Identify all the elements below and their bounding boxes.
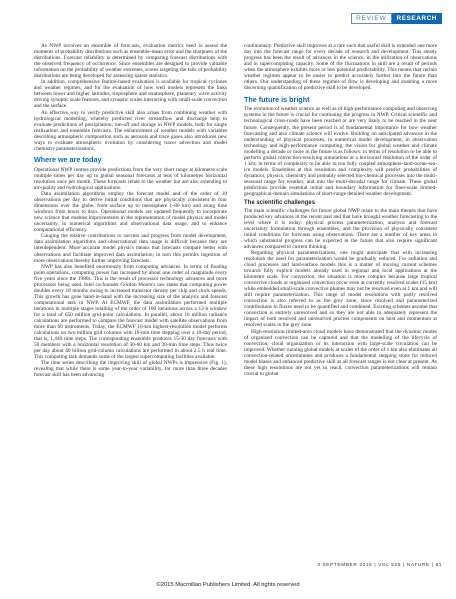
paragraph: High-resolution limited-area cloud models have demonstrated that the dynamic modes of organized convection can be captured and that the modelling of the lifecycle of convection, cloud organization or its interaction with large-scale circulation can be improved. Whether running global models at scales of the order of 1 km also eliminates all convection-related uncertainties and produces a fundamental stepping stone for reduced model biases and enhanced predictive skill at all forecast ranges is not clear at present. As these high resolutions are not yet in reach, convection parameterizations will remain crucial to global xyxy=(244,328,437,377)
paragraph: The main scientific challenges for future global NWP relate to the main themes that have produced key advances in the recent past and that have brought weather forecasting to the level where it is today: physical process parameterization, analysis and forecast uncertainty formulation through ensembles, and the provision of physically consistent initial conditions for forecasts using observations. There are a number of key areas in which substantial progress can be expected in the future that also require significant advances compared to current thinking. xyxy=(244,207,437,250)
paragraph: Operational NWP centres provide predictions from the very short range at kilometre scale multiple times per day up to global seasonal forecasts at tens of kilometres horizontal resolution once per month. These forecasts relate to the weather but are also extending to air-quality and hydrological applications. xyxy=(34,166,227,191)
review-label: REVIEW xyxy=(351,13,391,24)
paragraph: continuously. Predictive skill improves at a rate such that useful skill is extended one more day into the forecast range for every decade of research and development. This steady progress has been the result of advances in the science, in the utilization of observations and in supercomputing capacity. Some of the fluctuations in skill are a result of periods when the atmosphere exhibits more or less potential predictability. This means that certain weather regimes appear to be easier to predict accurately further into the future than others. Our understanding of these regimes of flow is developing and enabling a more discerning quantification of predictive skill to be developed. xyxy=(244,43,437,92)
copyright-notice: ©2015 Macmillan Publishers Limited. All rights reserved xyxy=(156,582,300,588)
left-column xyxy=(34,43,227,378)
page-footer: 3 SEPTEMBER 2015 | VOL 525 | NATURE | 51 xyxy=(317,563,442,568)
right-column xyxy=(244,43,437,377)
section-header xyxy=(351,13,442,24)
paragraph: NWP has also benefited enormously from computing advances. In terms of floating point operations, computing power has increased by about one order of magnitude every five years since the 1980s. This is the result of processor technology advances and more processors being used. Intel co-founder Gordon Moore's law states that computing power doubles every 18 months owing to increased transistor density per chip and clock speeds. This growth has gone hand-in-hand with the increasing size of the analysis and forecast computational task in NWP. At ECMWF, the data assimilation performed multiple iterations in multiple stages totalling of the order of 100 iterations across a 12-h window for a total of 650 million grid-point calculations. In parallel, about 10 million radiance calculations are performed to compare the forecast model with satellite observations from more than 60 instruments. Today, the ECMWF 16-km highest-resolution model performs calculations on two million grid columns with 10-min time stepping over a 10-day period, that is, 1,440 time steps. The corresponding ensemble produces 15-30 day forecasts with 50 members with a horizontal resolution of 30-60 km and 30-min time steps. Thus twice per day about 40 billion grid-column calculations are performed in about 2.5 h real time. This computing task demands some of the largest supercomputing facilities available. xyxy=(34,263,227,361)
paragraph: In addition, comprehensive feature-based evaluation is available for tropical cyclones and weather regimes, and for the evaluation of how well models represent the links between lower and higher latitudes, troposphere and stratosphere, planetary wave activity driving synoptic scale features, and synoptic scales interacting with small-scale convection and the surface. xyxy=(34,79,227,110)
paragraph: The evolution of weather science as well as of high-performance computing and observing systems in the future is crucial for continuing the progress in NWP. Critical scientific and technological cross-roads have been reached or are very likely to be reached in the near future. Consequently, the present period is of fundamental importance for how weather forecasting and also climate science will evolve. Building on anticipated advances in the understanding of physical processes, in numerical model development, in observation technology and high-performance computing, the vision for global weather and climate modelling a decade or more in the future is as follows: in terms of resolution to be able to perform global convection-resolving simulations at a horizontal resolution of the order of 1 km; in terms of complexity to be able to run fully coupled atmosphere-land-ocean-sea-ice models. Ensembles at this resolution and complexity will predict probabilities of dynamics, physics, chemistry and probably selected bio-chemical processes into the multi-seasonal range for weather, and into the multi-decadal range for climate. These global predictions provide essential initial and boundary information for finer-scale limited-geographical-domain simulations of short-range detailed weather development. xyxy=(244,106,437,198)
heading-the-future-is-bright: The future is bright xyxy=(244,94,310,104)
paragraph: As NWP involves an ensemble of forecasts, evaluation metrics need to assess the moments of probability distributions such as ensemble-mean error and the sharpness of the distributions. Forecast reliability is determined by comparing forecast distributions with the observed frequency of occurrence. Since ensembles are designed to provide valuable information on the probability of weather extremes, scores targeting the tails of probability distributions are being developed for assessing sparse statistics. xyxy=(34,43,227,80)
paragraph: An effective way to verify predictive skill also arises from combining weather with hydrological modelling, whereby predicted river streamflow and discharge help to evaluate predictions of precipitation, run-off and storage in NWP models, both for single realizations and ensemble forecasts. The enhancement of weather models with variables describing atmospheric composition such as aerosols and trace gases also introduces new ways to evaluate atmospheric evolution by considering tracer advection and model chemistry parameterizations. xyxy=(34,109,227,152)
heading-scientific-challenges: The scientific challenges xyxy=(244,200,316,207)
paragraph: Data assimilation algorithms employ the forecast model and of the order of 10 observations per day to derive initial conditions that are physically consistent in four dimensions over the globe, from surface up to mesosphere (~80 km) and along time windows from hours to days. Operational models are updated frequently to incorporate new science that enables improvements in the representation of model physics and model uncertainty, in numerical algorithms and observational data usage, and to enhance computational efficiency. xyxy=(34,191,227,234)
paragraph: The time series describing the improving skill of global NWPs is impressive (Fig. 1), revealing that while there is some year-to-year variability, for more than three decades forecast skill has been advancing xyxy=(34,360,227,379)
paragraph: Gauging the relative contributions to success and progress from model development, data assimilation algorithms and observational data usage is difficult because they are interdependent. More accurate model physics means that forecasts compare better with observations and facilitate improved data assimilation; in turn this permits ingestion of more observations thereby further improving forecasts. xyxy=(34,233,227,264)
paragraph: Regarding physical parameterizations, one might anticipate that with increasing resolution the need for parameterization would be gradually reduced. For radiation and cloud processes and land-surface models this is a matter of moving current schemes towards fully explicit models already used in regional and local applications at the kilometre scale. For convection, the situation is more complex because large tropical convective clouds or organized convection occur even at currently resolved scales (15 km) while embedded small-scale convective plumes may not be resolved even at 1 km and will still require parameterization. This range of model resolutions with partly resolved convection is also referred to as the grey zone, since resolved and parameterized contributions to fluxes need to be quantified and combined. Existing schemes assume that convection is entirely unresolved and so they are not able to adequately represent the impact of both resolved and unresolved process components on heat and momentum at resolved scales in the grey zone. xyxy=(244,249,437,329)
heading-where-we-are-today: Where we are today xyxy=(34,155,102,165)
research-label: RESEARCH xyxy=(392,13,442,24)
